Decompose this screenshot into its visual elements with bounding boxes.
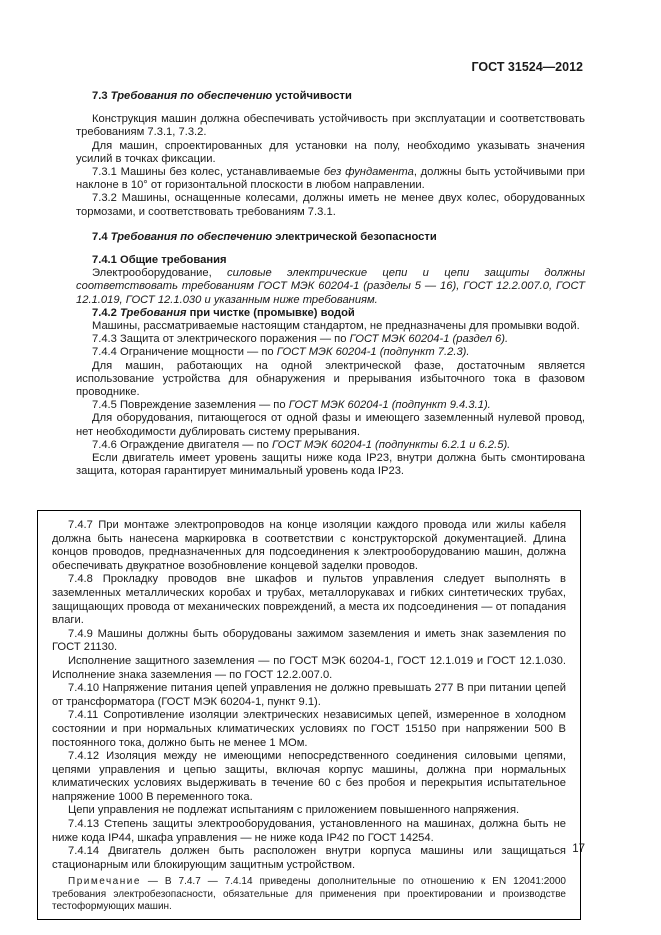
paragraph: 7.4.5 Повреждение заземления — по ГОСТ МЭК 60204-1 (подпункт 9.4.3.1). — [92, 399, 491, 412]
paragraph: Для машин, спроектированных для установки на полу, необходимо указывать значения усилий в точках фиксации. — [76, 139, 585, 165]
paragraph: 7.4.3 Защита от электрического поражения — по ГОСТ МЭК 60204-1 (раздел 6). — [92, 333, 509, 346]
paragraph: 7.4.14 Двигатель должен быть расположен внутри корпуса машины или защищаться стационарным или блокирующим защитным устройством. — [52, 845, 566, 871]
subsection-heading: 7.4.2 Требования при чистке (промывке) водой — [92, 306, 355, 319]
paragraph: Для машин, работающих на одной электрической фазе, достаточным является использование устройства для обнаружения и прерывания избыточного тока в фазовом проводнике. — [76, 359, 585, 399]
paragraph: 7.4.9 Машины должны быть оборудованы зажимом заземления и иметь знак заземления по ГОСТ 21130. — [52, 627, 566, 654]
paragraph: Исполнение защитного заземления — по ГОСТ МЭК 60204-1, ГОСТ 12.1.019 и ГОСТ 12.1.030. Исполнение знака заземления — по ГОСТ 12.2.007.0. — [52, 654, 566, 681]
page-number: 17 — [572, 843, 585, 855]
subsection-heading: 7.4.1 Общие требования — [92, 254, 227, 267]
paragraph: 7.4.12 Изоляция между не имеющими непосредственного соединения силовыми цепями, цепями управления и цепью защиты, включая корпус машины, должна при нормальных климатических условиях выдерживать в течение 60 с без пробоя и перекрытия испытательное напряжение 1000 В переменного тока. — [52, 750, 566, 803]
paragraph: 7.4.4 Ограничение мощности — по ГОСТ МЭК 60204-1 (подпункт 7.2.3). — [92, 346, 470, 359]
boxed-requirements — [37, 510, 581, 920]
paragraph: 7.4.11 Сопротивление изоляции электрических независимых цепей, измеренное в холодном состоянии и при нормальных климатических условиях по ГОСТ 15150 при напряжении 500 В постоянного тока, должно быть не менее 1 МОм. — [52, 709, 566, 749]
note: Примечание — В 7.4.7 — 7.4.14 приведены дополнительные по отношению к EN 12041:2000 требования электробезопасности, обязательные для применения при проектировании и производстве тестоформующих машин. — [52, 876, 566, 912]
paragraph: Конструкция машин должна обеспечивать устойчивость при эксплуатации и соответствовать требованиям 7.3.1, 7.3.2. — [76, 113, 585, 139]
paragraph: 7.4.8 Прокладку проводов вне шкафов и пультов управления следует выполнять в заземленных металлических коробах и трубах, металлорукавах и гибких синтетических трубах, защищающих провода от механических повреждений, а места их подсоединения — от попадания влаги. — [52, 573, 566, 627]
paragraph: 7.4.10 Напряжение питания цепей управления не должно превышать 277 В при питании цепей от трансформатора (ГОСТ МЭК 60204-1, пункт 9.1). — [52, 682, 566, 708]
paragraph: 7.4.13 Степень защиты электрооборудования, установленного на машинах, должна быть не ниже кода IP44, шкафа управления — не ниже кода IP42 по ГОСТ 14254. — [52, 818, 566, 844]
note-label: Примечание — [68, 876, 141, 888]
page-body — [76, 90, 585, 478]
paragraph: 7.4.7 При монтаже электропроводов на конце изоляции каждого провода или жилы кабеля должна быть нанесена маркировка в соответствии с конструкторской документацией. Длина концов проводов, предназначенных для подсоединения к электрооборудованию машин, должна обеспечивать двукратное возобновление концевой заделки проводов. — [52, 519, 566, 572]
paragraph: Если двигатель имеет уровень защиты ниже кода IP23, внутри должна быть смонтирована защита, которая гарантирует минимальный уровень кода IP23. — [76, 452, 585, 478]
paragraph: Электрооборудование, силовые электрические цепи и цепи защиты должны соответствовать требованиям ГОСТ МЭК 60204-1 (разделы 5 — 16), ГОСТ 12.2.007.0, ГОСТ 12.1.019, ГОСТ 12.1.030 и указанным ниже требованиям. — [76, 267, 585, 306]
section-7-3-heading: 7.3 Требования по обеспечению устойчивости — [92, 90, 352, 102]
paragraph: 7.3.2 Машины, оснащенные колесами, должны иметь не менее двух колес, оборудованных тормозами, и соответствовать требованиям 7.3.1. — [76, 192, 585, 218]
paragraph: Цепи управления не подлежат испытаниям с приложением повышенного напряжения. — [68, 804, 520, 817]
document-code: ГОСТ 31524—2012 — [471, 60, 583, 74]
section-7-4-heading: 7.4 Требования по обеспечению электрической безопасности — [92, 230, 437, 243]
paragraph: Машины, рассматриваемые настоящим стандартом, не предназначены для промывки водой. — [92, 320, 580, 333]
paragraph: Для оборудования, питающегося от одной фазы и имеющего заземленный нулевой провод, нет необходимости дублировать систему прерывания. — [76, 412, 585, 438]
paragraph: 7.3.1 Машины без колес, устанавливаемые без фундамента, должны быть устойчивыми при наклоне в 10° от горизонтальной плоскости в любом направлении. — [76, 166, 585, 192]
paragraph: 7.4.6 Ограждение двигателя — по ГОСТ МЭК 60204-1 (подпункты 6.2.1 и 6.2.5). — [92, 438, 511, 451]
